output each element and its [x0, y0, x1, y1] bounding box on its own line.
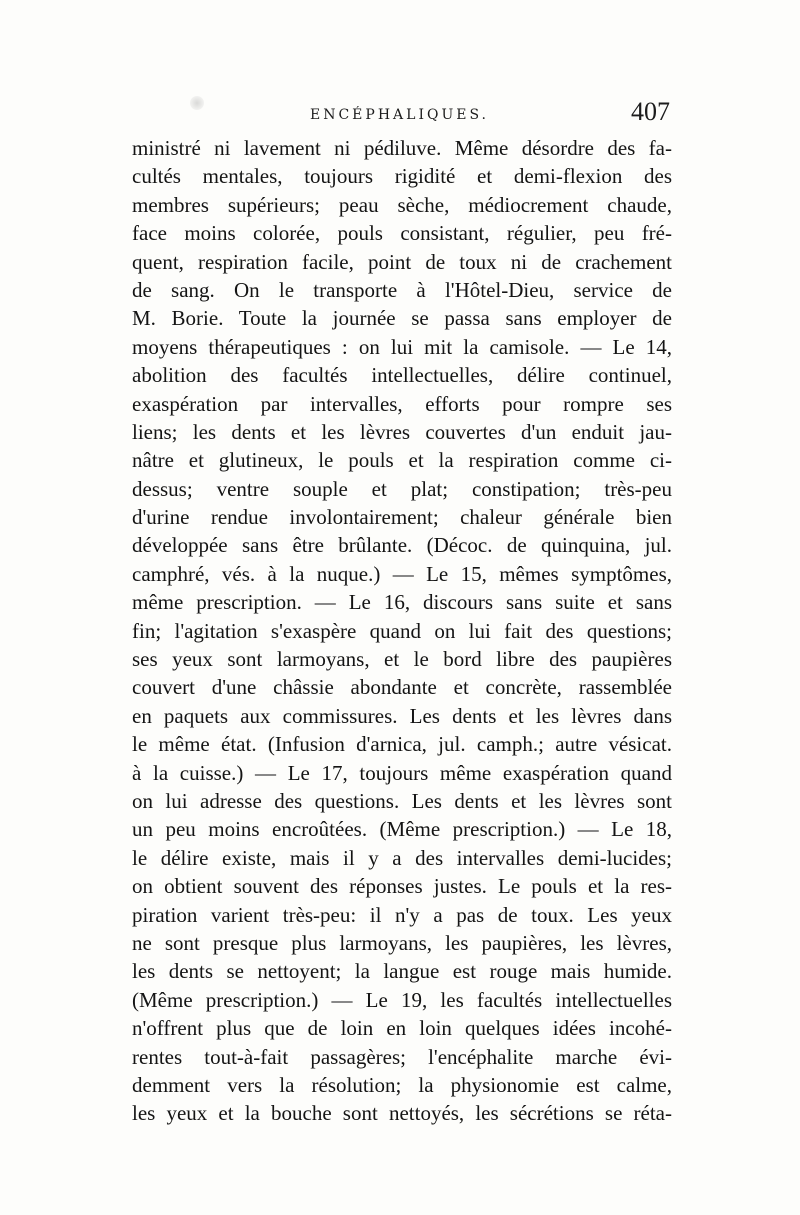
text-line: rentes tout-à-fait passagères; l'encéphalite marche évi- — [132, 1044, 672, 1069]
text-line: d'urine rendue involontairement; chaleur générale bien — [132, 505, 672, 530]
text-line: quent, respiration facile, point de toux ni de crachement — [132, 249, 672, 274]
text-line: demment vers la résolution; la physionomie est calme, — [132, 1072, 672, 1097]
text-line: développée sans être brûlante. (Décoc. de quinquina, jul. — [132, 533, 672, 558]
text-line: piration varient très-peu: il n'y a pas de toux. Les yeux — [132, 902, 672, 927]
text-line: cultés mentales, toujours rigidité et demi-flexion des — [132, 164, 672, 189]
text-line: on lui adresse des questions. Les dents et les lèvres sont — [132, 788, 672, 813]
text-line: face moins colorée, pouls consistant, régulier, peu fré- — [132, 221, 672, 246]
text-line: les dents se nettoyent; la langue est rouge mais humide. — [132, 959, 672, 984]
text-line: ses yeux sont larmoyans, et le bord libre des paupières — [132, 647, 672, 672]
text-line: camphré, vés. à la nuque.) — Le 15, mêmes symptômes, — [132, 561, 672, 586]
text-line: nâtre et glutineux, le pouls et la respiration comme ci- — [132, 448, 672, 473]
text-line: ministré ni lavement ni pédiluve. Même désordre des fa- — [132, 136, 672, 160]
text-line: dessus; ventre souple et plat; constipation; très-peu — [132, 476, 672, 501]
text-line: fin; l'agitation s'exaspère quand on lui fait des questions; — [132, 618, 672, 643]
text-line: de sang. On le transporte à l'Hôtel-Dieu, service de — [132, 277, 672, 302]
text-line: membres supérieurs; peau sèche, médiocrement chaude, — [132, 192, 672, 217]
text-line: (Même prescription.) — Le 19, les facultés intellectuelles — [132, 987, 672, 1012]
text-line: liens; les dents et les lèvres couvertes d'un enduit jau- — [132, 419, 672, 444]
text-line: M. Borie. Toute la journée se passa sans employer de — [132, 306, 672, 331]
text-line: les yeux et la bouche sont nettoyés, les sécrétions se réta- — [132, 1101, 672, 1126]
text-line: abolition des facultés intellectuelles, délire continuel, — [132, 363, 672, 388]
text-line: à la cuisse.) — Le 17, toujours même exaspération quand — [132, 760, 672, 785]
text-line: le délire existe, mais il y a des intervalles demi-lucides; — [132, 845, 672, 870]
running-title: ENCÉPHALIQUES. — [310, 107, 490, 123]
running-head — [132, 95, 672, 135]
text-line: couvert d'une châssie abondante et concrète, rassemblée — [132, 675, 672, 700]
text-line: un peu moins encroûtées. (Même prescription.) — Le 18, — [132, 817, 672, 842]
text-line: moyens thérapeutiques : on lui mit la camisole. — Le 14, — [132, 334, 672, 359]
text-line: même prescription. — Le 16, discours sans suite et sans — [132, 590, 672, 615]
text-line: en paquets aux commissures. Les dents et les lèvres dans — [132, 703, 672, 728]
body-text — [132, 134, 672, 1128]
text-line: n'offrent plus que de loin en loin quelques idées incohé- — [132, 1016, 672, 1041]
text-line: on obtient souvent des réponses justes. Le pouls et la res- — [132, 874, 672, 899]
text-line: ne sont presque plus larmoyans, les paupières, les lèvres, — [132, 930, 672, 955]
text-line: le même état. (Infusion d'arnica, jul. camph.; autre vésicat. — [132, 732, 672, 757]
page-number: 407 — [631, 97, 670, 126]
text-line: exaspération par intervalles, efforts pour rompre ses — [132, 391, 672, 416]
